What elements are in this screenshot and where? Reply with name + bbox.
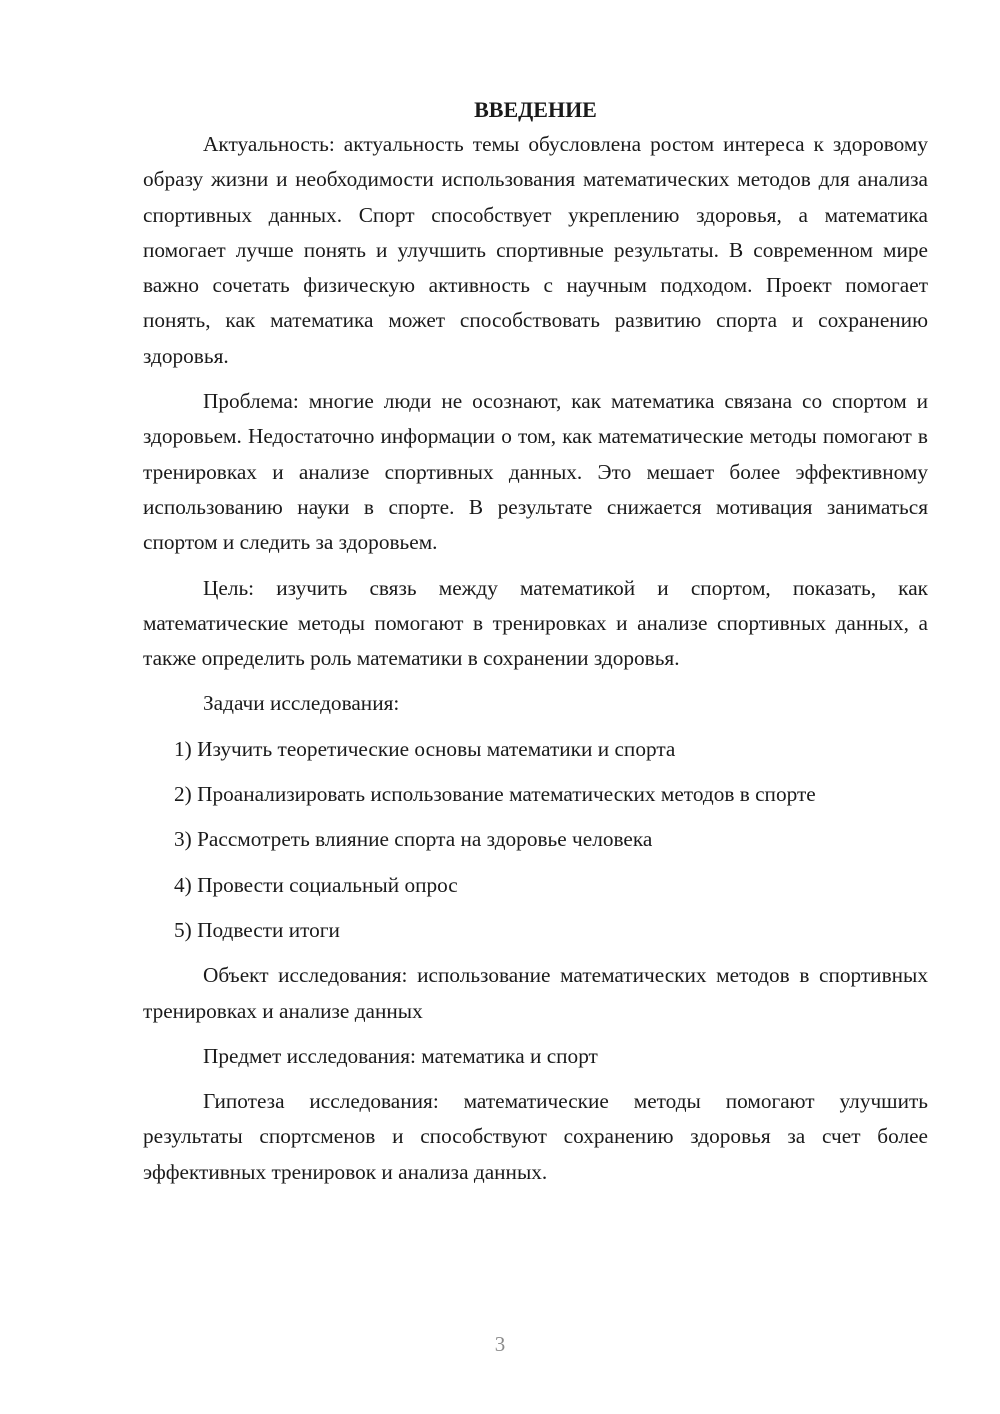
- task-item-2: 2) Проанализировать использование математических методов в спорте: [174, 782, 816, 807]
- page-number: 3: [494, 1332, 506, 1356]
- task-item-3: 3) Рассмотреть влияние спорта на здоровье человека: [174, 827, 653, 852]
- document-page: [143, 95, 928, 1200]
- relevance-paragraph: Актуальность: актуальность темы обусловлена ростом интереса к здоровому образу жизни и необходимости использования математических методов для анализа спортивных данных. Спорт способствует укреплению здоровья, а математика помогает лучше понять и улучшить спортивные результаты. В современном мире важно сочетать физическую активность с научным подходом. Проект помогает понять, как математика может способствовать развитию спорта и сохранению здоровья.: [143, 132, 928, 368]
- hypothesis-paragraph: Гипотеза исследования: математические методы помогают улучшить результаты спортсменов и способствуют сохранению здоровья за счет более эффективных тренировок и анализа данных.: [143, 1089, 928, 1184]
- document-title: ВВЕДЕНИЕ: [474, 97, 597, 122]
- task-item-4: 4) Провести социальный опрос: [174, 872, 458, 897]
- research-object-paragraph: Объект исследования: использование математических методов в спортивных тренировках и анализе данных: [143, 963, 928, 1023]
- tasks-list: [143, 732, 928, 948]
- task-item-5: 5) Подвести итоги: [174, 917, 340, 942]
- problem-paragraph: Проблема: многие люди не осознают, как математика связана со спортом и здоровьем. Недостаточно информации о том, как математические методы помогают в тренировках и анализе спортивных данных. Это мешает более эффективному использованию науки в спорте. В результате снижается мотивация заниматься спортом и следить за здоровьем.: [143, 389, 928, 555]
- research-subject-paragraph: Предмет исследования: математика и спорт: [203, 1043, 598, 1068]
- goal-paragraph: Цель: изучить связь между математикой и спортом, показать, как математические методы помогают в тренировках и анализе спортивных данных, а также определить роль математики в сохранении здоровья.: [143, 575, 928, 671]
- tasks-heading: Задачи исследования:: [203, 691, 400, 716]
- task-item-1: 1) Изучить теоретические основы математики и спорта: [174, 736, 676, 761]
